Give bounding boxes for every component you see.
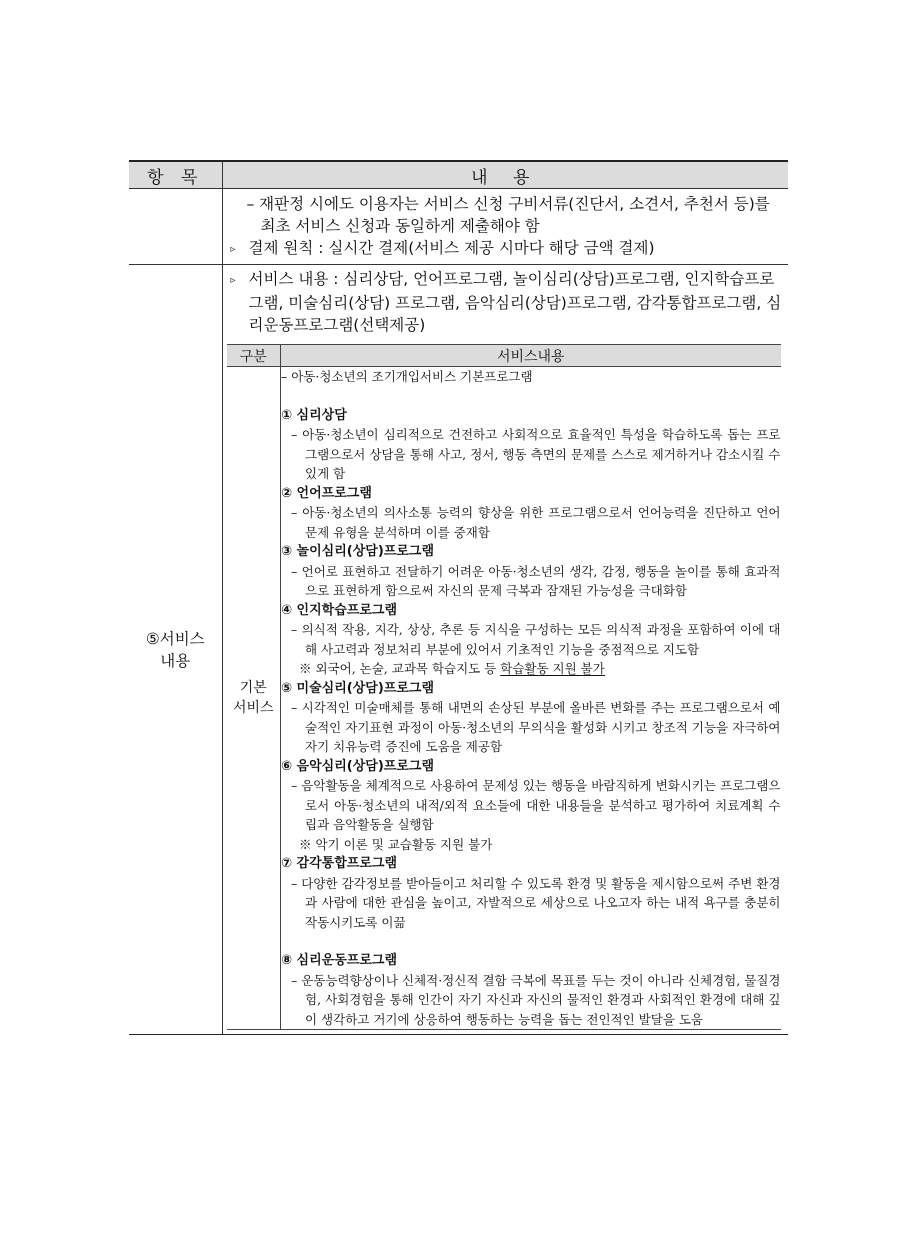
program-sections xyxy=(281,406,781,1030)
program-section xyxy=(281,406,781,484)
inner-header-content: 서비스내용 xyxy=(281,345,781,367)
program-section xyxy=(281,854,781,932)
note-underlined-text: 학습활동 지원 불가 xyxy=(500,661,605,676)
program-description: – 의식적 작용, 지각, 상상, 추론 등 지식을 구성하는 모든 의식적 과정을 포함하여 이에 대해 사고력과 정보처리 부분에 있어서 기초적인 기능을 중점적으로 지도함 xyxy=(291,622,781,657)
program-section xyxy=(281,951,781,1029)
header-content: 내 용 xyxy=(222,161,788,189)
inner-service-table xyxy=(227,344,781,1030)
resubmission-note: – 재판정 시에도 이용자는 서비스 신청 구비서류(진단서, 소견서, 추천서 등)를 최초 서비스 신청과 동일하게 제출해야 함 xyxy=(246,195,770,235)
program-title: ⑤ 미술심리(상담)프로그램 xyxy=(281,680,434,696)
program-title: ⑦ 감각통합프로그램 xyxy=(281,856,397,871)
program-title: ⑧ 심리운동프로그램 xyxy=(281,953,397,968)
inner-body-row xyxy=(227,367,781,1030)
table-row xyxy=(129,189,788,265)
program-section xyxy=(281,757,781,855)
inner-header-category: 구분 xyxy=(227,345,281,367)
program-title: ② 언어프로그램 xyxy=(281,485,372,501)
program-description: – 운동능력향상이나 신체적·정신적 결함 극복에 목표를 두는 것이 아니라 신체경험, 물질경험, 사회경험을 통해 인간이 자기 자신과 자신의 물적인 환경과 사회적인 환경에 대해 깊이 생각하고 거기에 상응하여 행동하는 능력을 돕는 전인적인 발달을 도움 xyxy=(291,972,781,1027)
program-section xyxy=(281,484,781,543)
program-note xyxy=(281,835,781,855)
service-content-summary xyxy=(231,268,783,336)
category-line-2: 서비스 xyxy=(232,700,274,716)
payment-principle-text: 결제 원칙 : 실시간 결제(서비스 제공 시마다 해당 금액 결제) xyxy=(248,239,655,257)
program-section xyxy=(281,542,781,601)
category-cell xyxy=(227,367,281,1030)
note-text: ※ 외국어, 논술, 교과목 학습지도 등 xyxy=(299,661,501,676)
program-description: – 시각적인 미술매체를 통해 내면의 손상된 부분에 올바른 변화를 주는 프로그램으로서 예술적인 자기표현 과정이 아동·청소년의 무의식을 활성화 시키고 창조적 기능을 자극하여 자기 치유능력 증진에 도움을 제공함 xyxy=(291,700,781,754)
content-cell xyxy=(222,265,788,1035)
triangle-bullet-icon: ▹ xyxy=(230,275,236,286)
program-title: ⑥ 음악심리(상담)프로그램 xyxy=(281,758,434,774)
table-header-row xyxy=(129,161,788,189)
service-detail-cell xyxy=(281,367,781,1030)
program-title: ① 심리상담 xyxy=(281,407,347,423)
note-text: ※ 악기 이론 및 교습활동 지원 불가 xyxy=(299,836,493,852)
header-item: 항 목 xyxy=(129,161,222,189)
content-cell xyxy=(222,189,788,265)
inner-header-row xyxy=(227,345,781,367)
category-line-1: 기본 xyxy=(239,680,267,696)
item-label-cell xyxy=(129,265,222,1035)
item-label-line-2: 내용 xyxy=(160,651,191,670)
program-description: – 다양한 감각정보를 받아들이고 처리할 수 있도록 환경 및 활동을 제시함으로써 주변 환경과 사람에 대한 관심을 높이고, 자발적으로 세상으로 나오고자 하는 내적 욕구를 충분히 작동시키도록 이끎 xyxy=(291,875,781,930)
program-section xyxy=(281,679,781,757)
payment-principle xyxy=(231,237,785,261)
item-label-line-1: ⑤서비스 xyxy=(145,629,205,648)
service-content-table xyxy=(129,160,788,1035)
program-description: – 아동·청소년이 심리적으로 건전하고 사회적으로 효율적인 특성을 학습하도록 돕는 프로그램으로서 상담을 통해 사고, 정서, 행동 측면의 문제를 스스로 제거하거나 감소시킬 수 있게 함 xyxy=(291,427,781,481)
detail-intro: – 아동·청소년의 조기개입서비스 기본프로그램 xyxy=(281,369,533,384)
triangle-bullet-icon: ▹ xyxy=(230,244,236,255)
table-row xyxy=(129,265,788,1035)
program-title: ③ 놀이심리(상담)프로그램 xyxy=(281,544,434,559)
program-title: ④ 인지학습프로그램 xyxy=(281,602,397,618)
program-description: – 음악활동을 체계적으로 사용하여 문제성 있는 행동을 바람직하게 변화시키는 프로그램으로서 아동·청소년의 내적/외적 요소들에 대한 내용들을 분석하고 평가하여 치료계획 수립과 음악활동을 실행함 xyxy=(291,778,781,832)
service-content-text: 서비스 내용 : 심리상담, 언어프로그램, 놀이심리(상담)프로그램, 인지학습프로그램, 미술심리(상담) 프로그램, 음악심리(상담)프로그램, 감각통합프로그램, 심리운동프로그램(선택제공) xyxy=(248,270,782,334)
item-cell-empty xyxy=(129,189,222,265)
program-description: – 아동·청소년의 의사소통 능력의 향상을 위한 프로그램으로서 언어능력을 진단하고 언어문제 유형을 분석하며 이를 중재함 xyxy=(291,505,781,540)
program-section xyxy=(281,601,781,679)
program-description: – 언어로 표현하고 전달하기 어려운 아동·청소년의 생각, 감정, 행동을 놀이를 통해 효과적으로 표현하게 함으로써 자신의 문제 극복과 잠재된 가능성을 극대화함 xyxy=(291,563,781,598)
program-note xyxy=(281,659,781,679)
